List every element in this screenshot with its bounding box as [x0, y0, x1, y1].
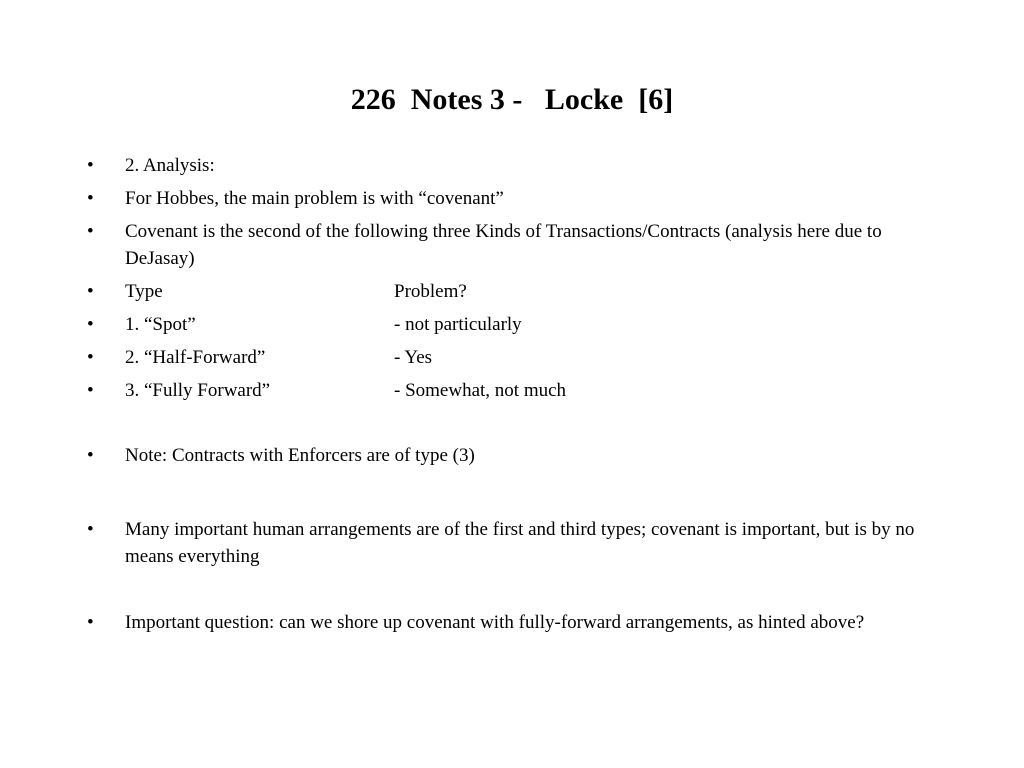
bullet-text: Type	[125, 281, 163, 302]
bullet-glyph: •	[87, 445, 94, 466]
bullet-text: For Hobbes, the main problem is with “covenant”	[125, 188, 504, 209]
bullet-text: Covenant is the second of the following three Kinds of Transactions/Contracts (analysis here due to DeJasay)	[125, 221, 882, 269]
bullet-text: 1. “Spot”	[125, 314, 196, 335]
bullet-glyph: •	[87, 221, 94, 242]
bullet-glyph: •	[87, 188, 94, 209]
problem-column: - Yes	[394, 347, 433, 368]
slide-title: 226 Notes 3 - Locke [6]	[350, 83, 674, 116]
bullet-text: 2. Analysis:	[125, 155, 215, 176]
bullet-glyph: •	[87, 281, 94, 302]
bullet-glyph: •	[87, 612, 94, 633]
bullet-glyph: •	[87, 155, 94, 176]
problem-column: - Somewhat, not much	[394, 380, 567, 401]
bullet-glyph: •	[87, 347, 94, 368]
problem-column: - not particularly	[394, 314, 522, 335]
bullet-text: Note: Contracts with Enforcers are of type (3)	[125, 445, 475, 466]
bullet-text: 2. “Half-Forward”	[125, 347, 266, 368]
bullet-glyph: •	[87, 314, 94, 335]
bullet-text: Many important human arrangements are of the first and third types; covenant is important, but is by no means everything	[125, 519, 915, 567]
bullet-glyph: •	[87, 519, 94, 540]
bullet-text: 3. “Fully Forward”	[125, 380, 271, 401]
bullet-glyph: •	[87, 380, 94, 401]
bullet-text: Important question: can we shore up covenant with fully-forward arrangements, as hinted above?	[125, 612, 865, 633]
problem-column: Problem?	[394, 281, 467, 302]
